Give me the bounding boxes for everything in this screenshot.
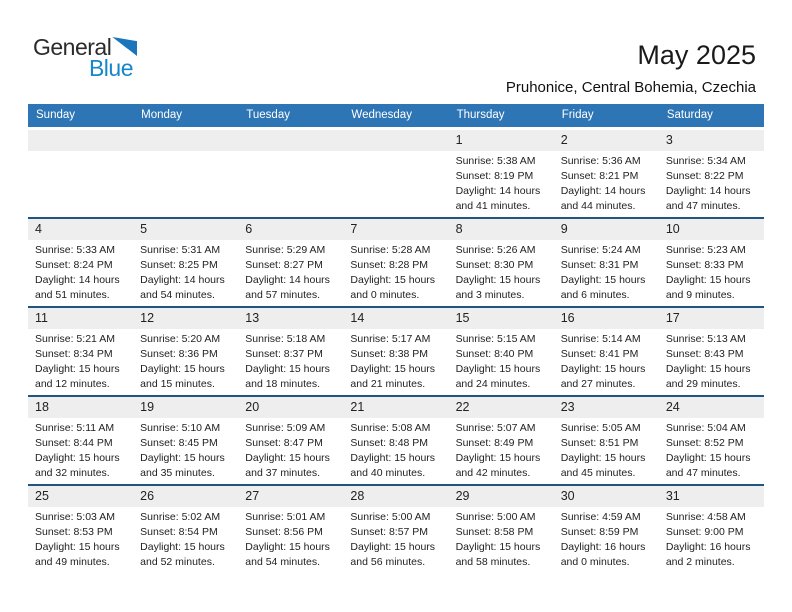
- day-details: [133, 240, 238, 303]
- day-number-band: [28, 308, 133, 329]
- day-details: [133, 418, 238, 481]
- day-details: [28, 507, 133, 570]
- sunrise-line: Sunrise: 5:00 AM: [455, 511, 536, 523]
- day-number: 31: [665, 489, 680, 503]
- day-cell: [238, 397, 343, 484]
- day-number: 2: [560, 133, 568, 147]
- day-cell: [449, 130, 554, 217]
- day-number-band: [238, 486, 343, 507]
- day-cell: [659, 130, 764, 217]
- sunset-line: Sunset: 8:57 PM: [350, 526, 429, 538]
- sunset-line: Sunset: 8:27 PM: [245, 259, 323, 271]
- sunrise-line: Sunrise: 5:24 AM: [560, 244, 641, 256]
- day-number: 6: [245, 222, 253, 236]
- logo-triangle-icon: [112, 37, 137, 56]
- day-number-band: [554, 486, 659, 507]
- sunrise-line: Sunrise: 5:05 AM: [560, 422, 641, 434]
- day-number: 7: [350, 222, 358, 236]
- day-details: [659, 418, 764, 481]
- day-number-band: [659, 219, 764, 240]
- day-number-band: [28, 219, 133, 240]
- day-cell: [238, 308, 343, 395]
- day-details: [659, 507, 764, 570]
- sunrise-line: Sunrise: 5:04 AM: [665, 422, 746, 434]
- day-cell: [28, 308, 133, 395]
- day-details: [238, 151, 343, 154]
- day-number: 16: [560, 311, 575, 325]
- day-details: [449, 151, 554, 214]
- day-number: 17: [665, 311, 680, 325]
- day-number-band: [449, 219, 554, 240]
- daylight-line: Daylight: 15 hours and 24 minutes.: [455, 363, 541, 390]
- day-number: 24: [665, 400, 680, 414]
- sunrise-line: Sunrise: 5:36 AM: [560, 155, 641, 167]
- day-number: 28: [350, 489, 365, 503]
- sunset-line: Sunset: 8:53 PM: [35, 526, 113, 538]
- day-number: 3: [665, 133, 673, 147]
- day-number-band: [659, 397, 764, 418]
- day-details: [28, 240, 133, 303]
- empty-day-cell: [343, 130, 448, 217]
- daylight-line: Daylight: 15 hours and 56 minutes.: [350, 541, 436, 568]
- day-number: 12: [140, 311, 155, 325]
- weekday-header-tuesday: Tuesday: [246, 109, 290, 121]
- empty-day-cell: [133, 130, 238, 217]
- day-details: [554, 418, 659, 481]
- daylight-line: Daylight: 16 hours and 2 minutes.: [665, 541, 751, 568]
- day-cell: [449, 308, 554, 395]
- day-number-band: [133, 486, 238, 507]
- day-number-band: [238, 397, 343, 418]
- daylight-line: Daylight: 15 hours and 6 minutes.: [560, 274, 646, 301]
- day-number: 8: [455, 222, 463, 236]
- daylight-line: Daylight: 15 hours and 27 minutes.: [560, 363, 646, 390]
- day-cell: [449, 486, 554, 573]
- day-number-band: [343, 397, 448, 418]
- sunset-line: Sunset: 8:45 PM: [140, 437, 218, 449]
- sunrise-line: Sunrise: 5:10 AM: [140, 422, 221, 434]
- sunset-line: Sunset: 8:59 PM: [560, 526, 639, 538]
- day-details: [659, 151, 764, 214]
- sunrise-line: Sunrise: 5:09 AM: [245, 422, 326, 434]
- daylight-line: Daylight: 15 hours and 12 minutes.: [35, 363, 120, 390]
- sunset-line: Sunset: 8:28 PM: [350, 259, 429, 271]
- daylight-line: Daylight: 15 hours and 47 minutes.: [665, 452, 751, 479]
- day-cell: [133, 486, 238, 573]
- sunset-line: Sunset: 8:21 PM: [560, 170, 639, 182]
- day-details: [343, 151, 448, 154]
- sunrise-line: Sunrise: 5:33 AM: [35, 244, 115, 256]
- sunrise-line: Sunrise: 5:34 AM: [665, 155, 746, 167]
- sunset-line: Sunset: 8:51 PM: [560, 437, 639, 449]
- day-cell: [133, 219, 238, 306]
- day-details: [28, 151, 133, 154]
- day-cell: [238, 219, 343, 306]
- sunset-line: Sunset: 8:30 PM: [455, 259, 534, 271]
- logo-text-blue: Blue: [88, 55, 133, 81]
- day-number: 15: [455, 311, 470, 325]
- sunset-line: Sunset: 8:52 PM: [665, 437, 744, 449]
- day-details: [554, 240, 659, 303]
- weekday-header-saturday: Saturday: [666, 109, 713, 121]
- day-details: [28, 329, 133, 392]
- day-cell: [343, 219, 448, 306]
- day-cell: [554, 219, 659, 306]
- day-cell: [28, 397, 133, 484]
- sunset-line: Sunset: 8:34 PM: [35, 348, 113, 360]
- weekday-header-sunday: Sunday: [36, 109, 76, 121]
- day-number-band: [238, 130, 343, 151]
- sunset-line: Sunset: 8:41 PM: [560, 348, 639, 360]
- sunrise-line: Sunrise: 5:14 AM: [560, 333, 641, 345]
- day-number-band: [554, 308, 659, 329]
- day-number-band: [28, 486, 133, 507]
- empty-day-cell: [238, 130, 343, 217]
- day-number-band: [343, 486, 448, 507]
- sunrise-line: Sunrise: 5:28 AM: [350, 244, 431, 256]
- daylight-line: Daylight: 14 hours and 51 minutes.: [35, 274, 120, 301]
- day-number-band: [28, 130, 133, 151]
- weekday-header-monday: Monday: [141, 109, 183, 121]
- day-details: [554, 151, 659, 214]
- day-number: 1: [455, 133, 463, 147]
- sunrise-line: Sunrise: 5:11 AM: [35, 422, 115, 434]
- day-details: [343, 507, 448, 570]
- day-number-band: [133, 308, 238, 329]
- sunrise-line: Sunrise: 5:21 AM: [35, 333, 115, 345]
- day-number-band: [659, 486, 764, 507]
- location-subtitle: Pruhonice, Central Bohemia, Czechia: [505, 79, 756, 96]
- day-number: 25: [35, 489, 49, 503]
- day-cell: [659, 486, 764, 573]
- day-details: [238, 507, 343, 570]
- day-number-band: [449, 130, 554, 151]
- day-number-band: [659, 308, 764, 329]
- sunrise-line: Sunrise: 5:15 AM: [455, 333, 536, 345]
- sunrise-line: Sunrise: 4:59 AM: [560, 511, 641, 523]
- sunrise-line: Sunrise: 5:02 AM: [140, 511, 221, 523]
- day-number-band: [449, 486, 554, 507]
- day-details: [449, 418, 554, 481]
- general-blue-logo: [33, 34, 137, 81]
- day-number: 14: [350, 311, 365, 325]
- daylight-line: Daylight: 15 hours and 45 minutes.: [560, 452, 646, 479]
- sunrise-line: Sunrise: 5:38 AM: [455, 155, 536, 167]
- daylight-line: Daylight: 15 hours and 18 minutes.: [245, 363, 330, 390]
- day-cell: [28, 219, 133, 306]
- day-number: 13: [245, 311, 260, 325]
- sunset-line: Sunset: 8:43 PM: [665, 348, 744, 360]
- sunset-line: Sunset: 8:40 PM: [455, 348, 534, 360]
- week-row: [28, 484, 764, 573]
- day-cell: [238, 486, 343, 573]
- sunrise-line: Sunrise: 5:03 AM: [35, 511, 115, 523]
- day-number-band: [238, 308, 343, 329]
- day-number: 30: [560, 489, 575, 503]
- daylight-line: Daylight: 15 hours and 40 minutes.: [350, 452, 436, 479]
- daylight-line: Daylight: 15 hours and 21 minutes.: [350, 363, 436, 390]
- day-cell: [659, 397, 764, 484]
- sunset-line: Sunset: 8:38 PM: [350, 348, 429, 360]
- day-number-band: [343, 308, 448, 329]
- sunrise-line: Sunrise: 5:23 AM: [665, 244, 746, 256]
- daylight-line: Daylight: 15 hours and 29 minutes.: [665, 363, 751, 390]
- daylight-line: Daylight: 15 hours and 52 minutes.: [140, 541, 225, 568]
- week-row: [28, 127, 764, 217]
- day-number-band: [659, 130, 764, 151]
- sunset-line: Sunset: 8:25 PM: [140, 259, 218, 271]
- day-details: [449, 240, 554, 303]
- day-number-band: [554, 397, 659, 418]
- sunrise-line: Sunrise: 4:58 AM: [665, 511, 746, 523]
- day-cell: [343, 486, 448, 573]
- sunset-line: Sunset: 8:44 PM: [35, 437, 113, 449]
- day-cell: [133, 308, 238, 395]
- daylight-line: Daylight: 14 hours and 44 minutes.: [560, 185, 646, 212]
- day-number-band: [133, 219, 238, 240]
- day-cell: [449, 397, 554, 484]
- sunset-line: Sunset: 8:54 PM: [140, 526, 218, 538]
- daylight-line: Daylight: 15 hours and 35 minutes.: [140, 452, 225, 479]
- day-number-band: [28, 397, 133, 418]
- daylight-line: Daylight: 15 hours and 32 minutes.: [35, 452, 120, 479]
- sunset-line: Sunset: 8:19 PM: [455, 170, 534, 182]
- sunrise-line: Sunrise: 5:26 AM: [455, 244, 536, 256]
- day-number: 4: [35, 222, 42, 236]
- day-cell: [343, 397, 448, 484]
- daylight-line: Daylight: 14 hours and 47 minutes.: [665, 185, 751, 212]
- day-number: 23: [560, 400, 575, 414]
- day-number: 20: [245, 400, 260, 414]
- day-number: 9: [560, 222, 568, 236]
- day-details: [343, 329, 448, 392]
- sunrise-line: Sunrise: 5:08 AM: [350, 422, 431, 434]
- day-details: [133, 507, 238, 570]
- daylight-line: Daylight: 15 hours and 37 minutes.: [245, 452, 330, 479]
- weekday-header-wednesday: Wednesday: [351, 109, 412, 121]
- daylight-line: Daylight: 15 hours and 49 minutes.: [35, 541, 120, 568]
- day-details: [238, 329, 343, 392]
- daylight-line: Daylight: 15 hours and 9 minutes.: [665, 274, 751, 301]
- sunrise-line: Sunrise: 5:07 AM: [455, 422, 536, 434]
- day-cell: [659, 308, 764, 395]
- day-number: 22: [455, 400, 470, 414]
- day-details: [449, 329, 554, 392]
- day-number-band: [554, 130, 659, 151]
- sunset-line: Sunset: 8:56 PM: [245, 526, 323, 538]
- logo-text-general: General: [33, 34, 112, 60]
- day-number-band: [449, 308, 554, 329]
- weekday-header-thursday: Thursday: [456, 109, 505, 121]
- day-details: [554, 329, 659, 392]
- daylight-line: Daylight: 15 hours and 0 minutes.: [350, 274, 436, 301]
- sunset-line: Sunset: 8:58 PM: [455, 526, 534, 538]
- daylight-line: Daylight: 14 hours and 54 minutes.: [140, 274, 225, 301]
- week-row: [28, 395, 764, 484]
- sunset-line: Sunset: 8:24 PM: [35, 259, 113, 271]
- weekday-header-row: [28, 104, 764, 127]
- day-number-band: [133, 130, 238, 151]
- day-details: [238, 418, 343, 481]
- sunrise-line: Sunrise: 5:01 AM: [245, 511, 326, 523]
- sunset-line: Sunset: 8:36 PM: [140, 348, 218, 360]
- page-title: May 2025: [637, 40, 756, 70]
- day-number-band: [554, 219, 659, 240]
- day-cell: [28, 486, 133, 573]
- day-number: 26: [140, 489, 155, 503]
- calendar-weeks: [28, 127, 764, 573]
- day-cell: [554, 486, 659, 573]
- day-number-band: [343, 130, 448, 151]
- sunset-line: Sunset: 8:48 PM: [350, 437, 429, 449]
- day-details: [133, 151, 238, 154]
- day-details: [238, 240, 343, 303]
- daylight-line: Daylight: 15 hours and 15 minutes.: [140, 363, 225, 390]
- day-details: [28, 418, 133, 481]
- daylight-line: Daylight: 14 hours and 57 minutes.: [245, 274, 330, 301]
- day-number-band: [133, 397, 238, 418]
- day-number: 10: [665, 222, 680, 236]
- day-number: 21: [350, 400, 365, 414]
- day-cell: [133, 397, 238, 484]
- day-details: [343, 418, 448, 481]
- daylight-line: Daylight: 14 hours and 41 minutes.: [455, 185, 541, 212]
- daylight-line: Daylight: 15 hours and 42 minutes.: [455, 452, 541, 479]
- sunrise-line: Sunrise: 5:13 AM: [665, 333, 746, 345]
- sunset-line: Sunset: 8:37 PM: [245, 348, 323, 360]
- sunrise-line: Sunrise: 5:31 AM: [140, 244, 221, 256]
- sunset-line: Sunset: 8:49 PM: [455, 437, 534, 449]
- day-details: [133, 329, 238, 392]
- day-details: [343, 240, 448, 303]
- day-number-band: [238, 219, 343, 240]
- daylight-line: Daylight: 15 hours and 54 minutes.: [245, 541, 330, 568]
- day-details: [554, 507, 659, 570]
- sunrise-line: Sunrise: 5:00 AM: [350, 511, 431, 523]
- week-row: [28, 217, 764, 306]
- sunrise-line: Sunrise: 5:17 AM: [350, 333, 431, 345]
- day-number: 5: [140, 222, 148, 236]
- daylight-line: Daylight: 15 hours and 3 minutes.: [455, 274, 541, 301]
- empty-day-cell: [28, 130, 133, 217]
- sunset-line: Sunset: 9:00 PM: [665, 526, 744, 538]
- day-number: 18: [35, 400, 49, 414]
- day-details: [659, 240, 764, 303]
- day-details: [659, 329, 764, 392]
- day-cell: [554, 130, 659, 217]
- day-cell: [659, 219, 764, 306]
- day-cell: [554, 397, 659, 484]
- daylight-line: Daylight: 15 hours and 58 minutes.: [455, 541, 541, 568]
- weekday-header-friday: Friday: [561, 109, 594, 121]
- daylight-line: Daylight: 16 hours and 0 minutes.: [560, 541, 646, 568]
- calendar-table: [28, 104, 764, 573]
- day-number-band: [343, 219, 448, 240]
- sunset-line: Sunset: 8:22 PM: [665, 170, 744, 182]
- sunset-line: Sunset: 8:33 PM: [665, 259, 744, 271]
- day-details: [449, 507, 554, 570]
- day-number-band: [449, 397, 554, 418]
- day-cell: [343, 308, 448, 395]
- sunrise-line: Sunrise: 5:20 AM: [140, 333, 221, 345]
- week-row: [28, 306, 764, 395]
- day-number: 19: [140, 400, 155, 414]
- day-cell: [554, 308, 659, 395]
- sunset-line: Sunset: 8:31 PM: [560, 259, 639, 271]
- sunset-line: Sunset: 8:47 PM: [245, 437, 323, 449]
- day-cell: [449, 219, 554, 306]
- day-number: 27: [245, 489, 260, 503]
- sunrise-line: Sunrise: 5:18 AM: [245, 333, 326, 345]
- day-number: 11: [35, 311, 48, 325]
- day-number: 29: [455, 489, 470, 503]
- sunrise-line: Sunrise: 5:29 AM: [245, 244, 326, 256]
